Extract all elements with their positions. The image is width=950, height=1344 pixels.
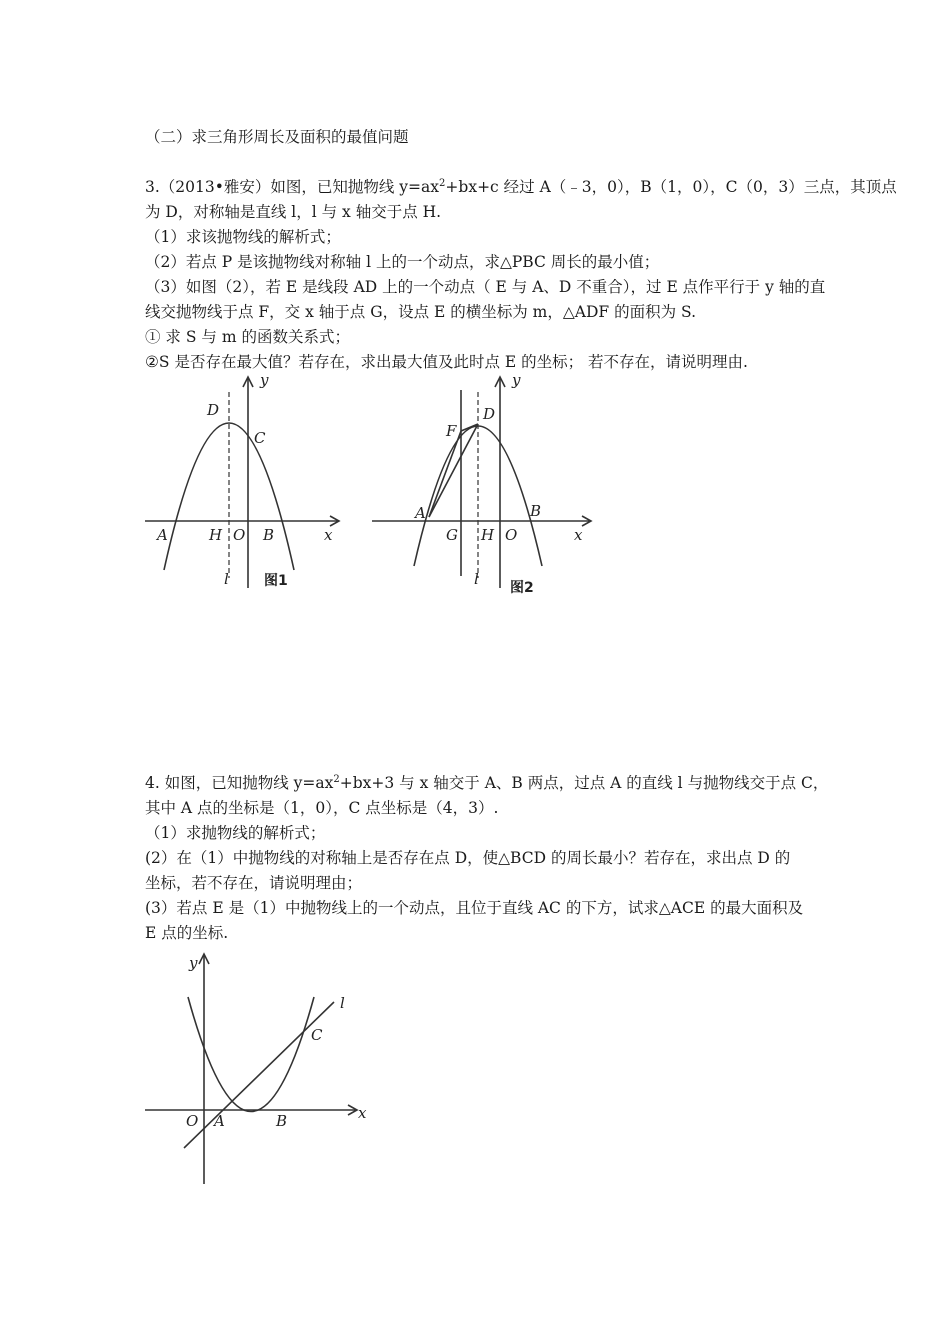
problem3-line1-part-b: +bx+c 经过 A（﹣3，0），B（1，0），C（0，3）三点，其顶点 (445, 178, 897, 196)
fig1-caption: 图1 (264, 573, 288, 589)
fig2-label-o: O (505, 526, 518, 544)
fig2-label-l: l (474, 570, 479, 588)
problem4-question1: （1）求抛物线的解析式； (145, 824, 326, 842)
fig3-label-l: l (340, 994, 345, 1012)
fig3-label-a: A (214, 1112, 225, 1130)
fig1-label-a: A (157, 526, 168, 544)
fig1-label-b: B (263, 526, 275, 544)
fig3-line-l (184, 1002, 334, 1148)
problem4-question3-line2: E 点的坐标. (145, 924, 229, 942)
fig2-label-x: x (574, 526, 583, 544)
fig1-label-o: O (233, 526, 246, 544)
fig2-label-b: B (530, 502, 542, 520)
problem3-question2: （2）若点 P 是该抛物线对称轴 l 上的一个动点，求△PBC 周长的最小值； (145, 253, 660, 271)
problem3-question3-line2: 线交抛物线于点 F，交 x 轴于点 G，设点 E 的横坐标为 m，△ADF 的面积为 S. (145, 303, 697, 321)
fig3-parabola (188, 997, 314, 1112)
fig1-label-y: y (260, 371, 269, 389)
fig2-label-y: y (512, 371, 521, 389)
fig1-label-l: l (224, 570, 229, 588)
fig3-label-b: B (276, 1112, 288, 1130)
problem4-question2-line1: (2）在（1）中抛物线的对称轴上是否存在点 D，使△BCD 的周长最小？若存在，求出点 D 的 (145, 849, 791, 867)
fig3-label-x: x (358, 1104, 367, 1122)
problem4-line1-part-a: 4. 如图，已知抛物线 y=ax (145, 774, 334, 792)
fig2-label-f: F (446, 422, 457, 440)
problem4-question2-line2: 坐标，若不存在，请说明理由； (145, 874, 363, 892)
fig2-label-a: A (415, 504, 426, 522)
problem3-statement-line2: 为 D，对称轴是直线 l，l 与 x 轴交于点 H. (145, 203, 442, 221)
problem4-statement-line2: 其中 A 点的坐标是（1，0），C 点坐标是（4，3）. (145, 799, 499, 817)
fig1-label-h: H (209, 526, 223, 544)
fig3-label-o: O (186, 1112, 199, 1130)
fig1-label-d: D (207, 401, 220, 419)
fig2-caption: 图2 (510, 580, 534, 596)
problem3-question1: （1）求该抛物线的解析式； (145, 228, 341, 246)
fig1-label-x: x (324, 526, 333, 544)
problem4-line1-part-b: +bx+3 与 x 轴交于 A、B 两点，过点 A 的直线 l 与抛物线交于点 C， (339, 774, 829, 792)
fig2-label-g: G (446, 526, 458, 544)
problem3-question3-sub1: ① 求 S 与 m 的函数关系式； (145, 328, 350, 346)
problem3-line1-part-a: 3.（2013•雅安）如图，已知抛物线 y=ax (145, 178, 440, 196)
fig3-label-y: y (189, 954, 198, 972)
problem4-question3-line1: (3）若点 E 是（1）中抛物线上的一个动点，且位于直线 AC 的下方，试求△ACE 的最大面积及 (145, 899, 804, 917)
fig3-label-c: C (311, 1026, 323, 1044)
problem4-exponent: 2 (333, 774, 340, 785)
fig2-label-d: D (483, 405, 496, 423)
fig1-label-c: C (254, 429, 266, 447)
section-title: （二）求三角形周长及面积的最值问题 (145, 128, 409, 146)
problem3-question3-line1: （3）如图（2），若 E 是线段 AD 上的一个动点（ E 与 A、D 不重合），过 E 点作平行于 y 轴的直 (145, 278, 826, 296)
problem3-question3-sub2: ②S 是否存在最大值？若存在，求出最大值及此时点 E 的坐标； 若不存在，请说明理由. (145, 353, 748, 371)
fig2-label-h: H (481, 526, 495, 544)
problem3-exponent: 2 (439, 178, 446, 189)
